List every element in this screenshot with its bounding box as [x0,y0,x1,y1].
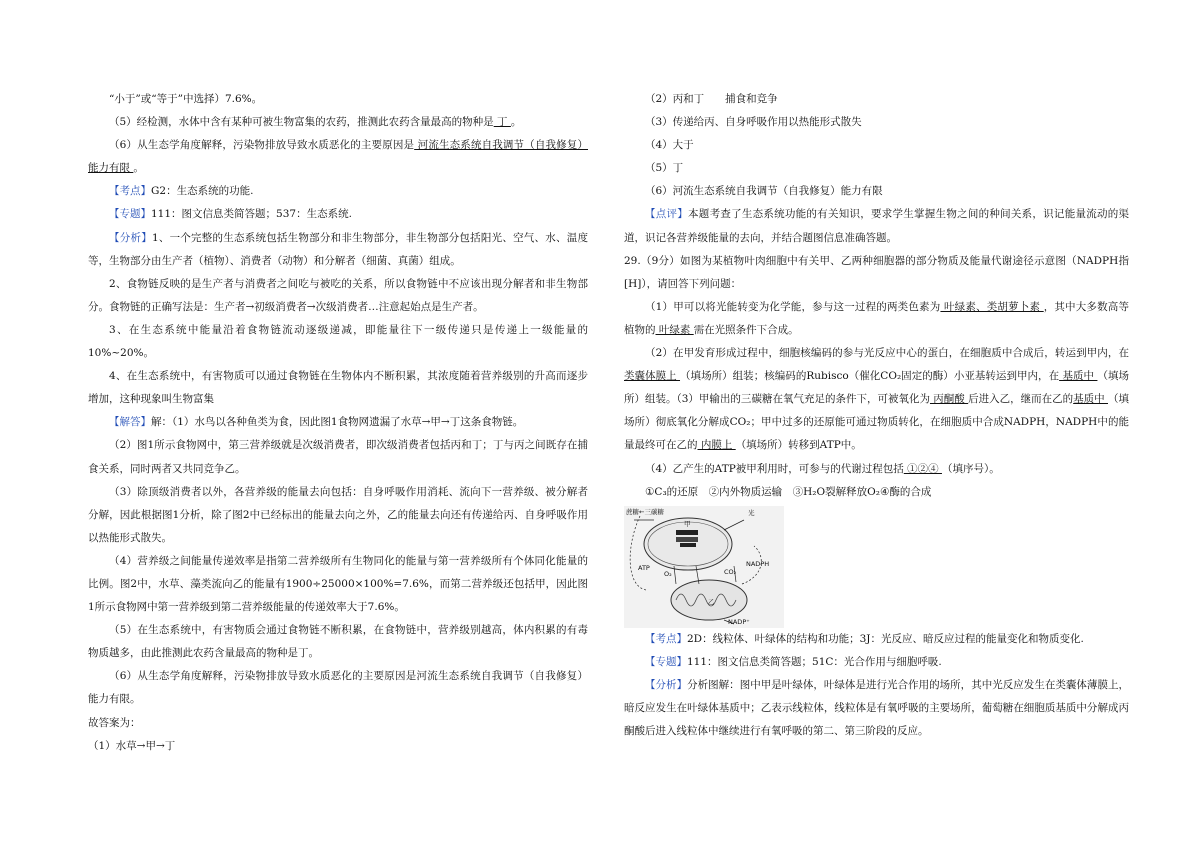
atp-label: ATP [638,563,650,572]
jia-label: 甲 [684,519,691,528]
section-tag: 【点评】 [645,208,689,221]
text-run: 需在光照条件下合成。 [693,323,799,336]
answer-blank: 叶绿素 [655,323,694,336]
yi-label: 乙 [708,597,715,606]
right-paragraph: 29.（9分）如图为某植物叶肉细胞中有关甲、乙两种细胞器的部分物质及能量代谢途径示意图（NADPH指[H]），请回答下列问题： [624,254,1129,290]
text-run: 1、一个完整的生态系统包括生物部分和非生物部分，非生物部分包括阳光、空气、水、温度等，生物部分由生产者（植物）、消费者（动物）和分解者（细菌、真菌）组成。 [88,231,588,267]
text-run: 后进入乙，继而在乙的 [968,393,1074,406]
thylakoid-stack [676,530,698,535]
answer-blank: 基质中 [1059,370,1098,383]
text-run: （填场所）组装；核编码的Rubisco（催化CO₂固定的酶）小亚基转运到甲内，在 [680,370,1060,383]
question-29-block [624,88,1129,504]
text-run: 。 [510,116,522,129]
left-paragraph: （6）从生态学角度解释，污染物排放导致水质恶化的主要原因是河流生态系统自我调节（自我修复）能力有限。 [88,670,588,706]
text-run: 2D：线粒体、叶绿体的结构和功能；3J：光反应、暗反应过程的能量变化和物质变化. [687,632,1084,645]
answer-blank: 类囊体膜上 [624,370,681,383]
answer-blank: 基质中 [1073,393,1108,406]
text-run: 分析图解：图中甲是叶绿体，叶绿体是进行光合作用的场所，其中光反应发生在类囊体薄膜上，暗反应发生在叶绿体基质中；乙表示线粒体，线粒体是有氧呼吸的主要场所，葡萄糖在细胞质基质中分解成丙酮酸后进入线粒体中继续进行有氧呼吸的第二、第三阶段的反应。 [624,678,1130,738]
analysis-paragraph [624,651,1129,674]
right-paragraph: （6）河流生态系统自我调节（自我修复）能力有限 [645,185,883,198]
left-paragraph [88,180,588,203]
answer-blank: 内膜上 [697,439,736,452]
answer-blank: 叶绿素、类胡萝卜素 [940,300,1044,313]
right-column [624,88,1129,743]
section-tag: 【分析】 [109,231,152,244]
left-paragraph: 4、在生态系统中，有害物质可以通过食物链在生物体内不断积累，其浓度随着营养级别的升高而逐步增加，这种现象叫生物富集 [88,370,588,406]
left-paragraph [88,227,588,273]
analysis-paragraph [624,674,1129,743]
nadph-label: NADPH [746,559,770,568]
section-tag: 【专题】 [645,655,687,668]
analysis-paragraph [624,628,1129,651]
text-run: （2）在甲发育形成过程中，细胞核编码的参与光反应中心的蛋白，在细胞质中合成后，转运到甲内，在 [645,347,1129,360]
section-tag: 【分析】 [645,678,688,691]
answer-blank: 河流生态系统自我调节（自我修复）能力有限 [88,139,588,175]
co2-label: CO₂ [724,567,737,576]
text-run: （5）经检测，水体中含有某种可被生物富集的农药，推测此农药含量最高的物种是 [109,116,494,129]
left-paragraph: （2）图1所示食物网中，第三营养级就是次级消费者，即次级消费者包括丙和丁；丁与丙之间既存在捕食关系，同时两者又共同竞争乙。 [88,439,588,475]
right-paragraph: （4）大于 [645,139,694,152]
right-paragraph [624,296,1129,342]
left-paragraph: 3、在生态系统中能量沿着食物链流动逐级递减，即能量往下一级传递只是传递上一级能量的10%~20%。 [88,323,588,360]
left-column [88,88,588,758]
right-paragraph [624,203,1129,249]
light-label: 光 [748,508,755,517]
text-run: G2：生态系统的功能. [151,185,254,198]
o2-label: O₂ [664,569,672,578]
left-paragraph: （1）水草→甲→丁 [88,739,176,752]
section-tag: 【考点】 [645,632,687,645]
text-run: 本题考查了生态系统功能的有关知识，要求学生掌握生物之间的种间关系，识记能量流动的渠道，识记各营养级能量的去向，并结合题图信息准确答题。 [624,208,1129,244]
text-run: （填场所）转移到ATP中。 [735,439,862,452]
right-paragraph: （2）丙和丁 捕食和竞争 [645,93,778,105]
left-paragraph: （4）营养级之间能量传递效率是指第二营养级所有生物同化的能量与第一营养级所有个体同化能量的比例。图2中，水草、藻类流向乙的能量有1900÷25000×100%=7.6%，而第二营养级还包括甲，因此图1所示食物网中第一营养级到第二营养级能量的传递效率大于7.6%。 [88,554,588,614]
sucrose-label: 蔗糖←三碳糖 [626,507,664,516]
left-paragraph: （3）除顶级消费者以外，各营养级的能量去向包括：自身呼吸作用消耗、流向下一营养级、被分解者分解，因此根据图1分析，除了图2中已经标出的能量去向之外，乙的能量去向还有传递给丙、自身呼吸作用以热能形式散失。 [88,485,588,544]
section-tag: 【专题】 [109,208,151,221]
analysis-block [624,628,1129,743]
left-paragraph [88,203,588,226]
text-run: 111：图文信息类简答题；51C：光合作用与细胞呼吸. [687,655,942,668]
left-paragraph [88,134,588,180]
text-run: （填场所）彻底氧化分解成CO₂；甲中过多的还原能可通过物质转化，在细胞质中合成NADPH，NADPH中的能量最终可在乙的 [624,393,1130,452]
left-paragraph [88,411,588,434]
text-run: （填序号）。 [941,462,1000,475]
answer-blank: 丁 [493,116,511,129]
answer-blank: ①②④ [903,462,942,475]
organelle-diagram [624,506,784,628]
text-run: 解：（1）水鸟以各种鱼类为食，因此图1食物网遗漏了水草→甲→丁这条食物链。 [151,416,524,429]
left-paragraph: 2、食物链反映的是生产者与消费者之间吃与被吃的关系，所以食物链中不应该出现分解者和非生物部分。食物链的正确写法是：生产者→初级消费者→次级消费者…注意起始点是生产者。 [88,277,588,313]
right-paragraph [624,458,1129,481]
left-paragraph: “小于”或“等于”中选择）7.6%。 [109,93,263,105]
text-run: ，其中大多数高等植物的 [624,300,1129,336]
text-run: （1）甲可以将光能转变为化学能，参与这一过程的两类色素为 [645,300,941,313]
text-run: （6）从生态学角度解释，污染物排放导致水质恶化的主要原因是 [109,139,415,152]
right-paragraph [624,342,1129,457]
text-run: （4）乙产生的ATP被甲利用时，可参与的代谢过程包括 [645,462,904,475]
right-paragraph: ①C₃的还原 ②内外物质运输 ③H₂O裂解释放O₂④酶的合成 [645,485,932,498]
left-paragraph: 故答案为： [88,716,141,729]
left-paragraph: （5）在生态系统中，有害物质会通过食物链不断积累，在食物链中，营养级别越高，体内积累的有毒物质越多，由此推测此农药含量最高的物种是丁。 [88,624,588,660]
answer-blank: 丙酮酸 [929,393,969,406]
text-run: （填场所）组装。（3）甲输出的三碳糖在氧气充足的条件下，可被氧化为 [624,370,1129,406]
left-paragraph [88,111,588,134]
text-run: 。 [133,162,144,175]
right-paragraph: （3）传递给丙、自身呼吸作用以热能形式散失 [645,116,862,129]
text-run: 111：图文信息类简答题；537：生态系统. [151,208,352,221]
right-paragraph: （5）丁 [645,162,684,175]
nadp-label: NADP⁺ [728,617,750,626]
section-tag: 【考点】 [109,185,151,198]
section-tag: 【解答】 [109,416,151,429]
